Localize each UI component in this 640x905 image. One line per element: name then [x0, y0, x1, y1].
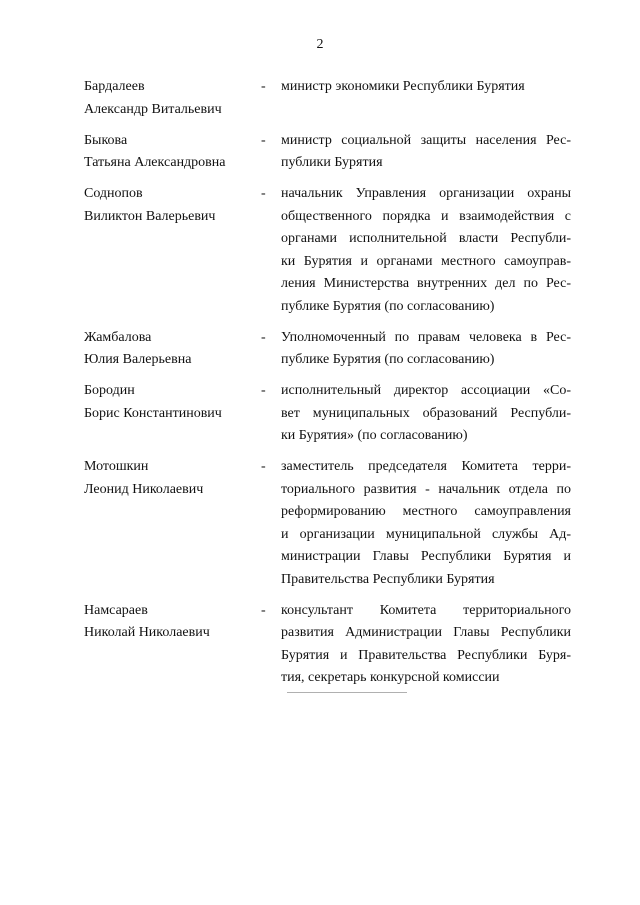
member-position [281, 327, 571, 372]
member-dash: - [261, 459, 266, 474]
member-name [84, 600, 259, 645]
member-position-line: ки Бурятия и органами местного самоуправ- [281, 253, 571, 269]
member-entry [84, 327, 576, 372]
member-position [281, 130, 571, 175]
member-name-line: Татьяна Александровна [84, 155, 226, 170]
member-position-line: органами исполнительной власти Республи- [281, 231, 571, 246]
member-position-line: общественного порядка и взаимодействия с [281, 208, 571, 224]
member-name-line: Намсараев [84, 602, 148, 618]
member-position-line: министрации Главы Республики Бурятия и [281, 549, 571, 564]
member-position-line: вет муниципальных образований Республи- [281, 405, 571, 421]
member-position-line: реформированию местного самоуправления [281, 504, 571, 519]
member-name-line: Соднопов [84, 186, 143, 201]
member-position-line: ториального развития - начальник отдела по [281, 481, 571, 497]
end-of-list-rule [287, 692, 407, 693]
member-position [281, 183, 571, 318]
member-name [84, 130, 259, 175]
member-name-line: Виликтон Валерьевич [84, 208, 216, 224]
commission-members-list [84, 76, 576, 690]
member-position-line: публике Бурятия (по согласованию) [281, 298, 495, 314]
member-position-line: тия, секретарь конкурсной комиссии [281, 670, 500, 685]
member-position-line: министр социальной защиты населения Рес- [281, 132, 571, 148]
member-name-line: Борис Константинович [84, 405, 222, 421]
member-position-line: Уполномоченный по правам человека в Рес- [281, 329, 571, 345]
member-position-line: Правительства Республики Бурятия [281, 571, 495, 587]
member-name-line: Мотошкин [84, 459, 149, 474]
member-name-line: Бородин [84, 383, 135, 398]
member-position [281, 456, 571, 591]
member-position [281, 380, 571, 448]
member-position-line: консультант Комитета территориального [281, 602, 571, 618]
page-number: 2 [316, 37, 324, 52]
member-name [84, 380, 259, 425]
member-entry [84, 183, 576, 318]
member-name-line: Бардалеев [84, 79, 145, 94]
member-dash: - [261, 602, 266, 618]
member-entry [84, 130, 576, 175]
member-position-line: развития Администрации Главы Республики [281, 625, 571, 640]
member-position-line: исполнительный директор ассоциации «Со- [281, 383, 571, 398]
member-dash: - [261, 186, 266, 201]
member-position [281, 600, 571, 690]
member-position-line: публике Бурятия (по согласованию) [281, 352, 495, 367]
member-dash: - [261, 132, 266, 148]
member-name-line: Леонид Николаевич [84, 481, 204, 497]
member-name [84, 183, 259, 228]
member-position-line: ления Министерства внутренних дел по Рес- [281, 276, 571, 291]
member-dash: - [261, 383, 266, 398]
member-position-line: ки Бурятия» (по согласованию) [281, 428, 468, 443]
member-position-line: начальник Управления организации охраны [281, 186, 571, 201]
member-name [84, 456, 259, 501]
member-position-line: министр экономики Республики Бурятия [281, 79, 525, 94]
member-entry [84, 600, 576, 690]
member-dash: - [261, 79, 266, 94]
member-name-line: Николай Николаевич [84, 625, 210, 640]
member-position-line: и организации муниципальной службы Ад- [281, 526, 571, 542]
member-entry [84, 76, 576, 121]
member-dash: - [261, 329, 266, 345]
member-name-line: Жамбалова [84, 329, 152, 345]
member-position-line: заместитель председателя Комитета терри- [281, 459, 571, 474]
member-name-line: Юлия Валерьевна [84, 352, 192, 367]
member-entry [84, 456, 576, 591]
member-position-line: Бурятия и Правительства Республики Буря- [281, 647, 571, 663]
member-position-line: публики Бурятия [281, 155, 383, 170]
member-name [84, 76, 259, 121]
member-position [281, 76, 571, 121]
member-name-line: Быкова [84, 132, 128, 148]
member-entry [84, 380, 576, 448]
member-name [84, 327, 259, 372]
member-name-line: Александр Витальевич [84, 101, 222, 117]
